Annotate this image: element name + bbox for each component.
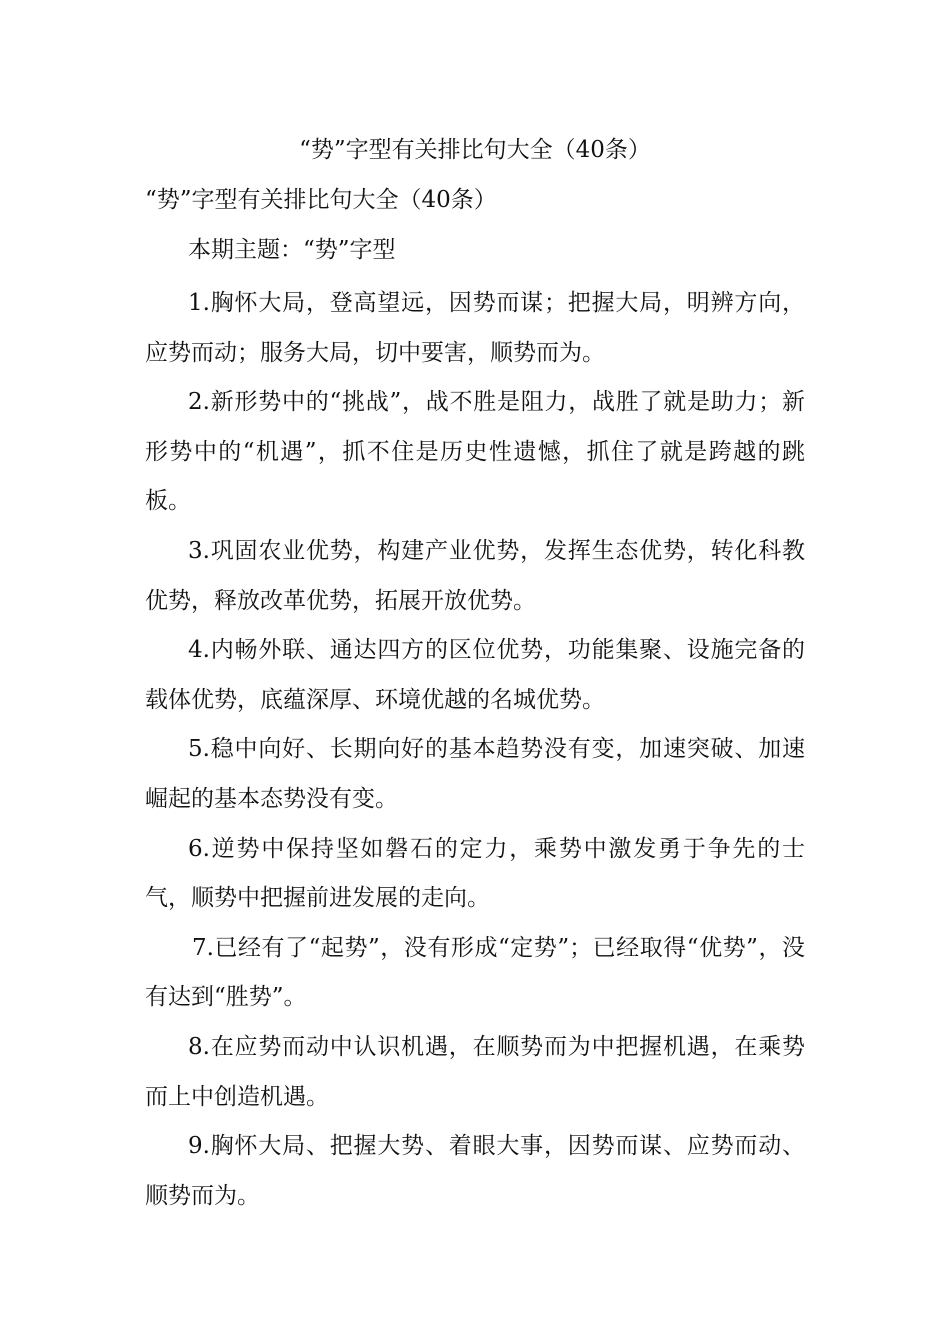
list-item: 4.内畅外联、通达四方的区位优势，功能集聚、设施完备的载体优势，底蕴深厚、环境优越的名城优势。	[145, 637, 805, 713]
list-item: 9.胸怀大局、把握大势、着眼大事，因势而谋、应势而动、顺势而为。	[145, 1133, 805, 1209]
theme-line: 本期主题：“势”字型	[188, 237, 396, 263]
list-item: 5.稳中向好、长期向好的基本趋势没有变，加速突破、加速崛起的基本态势没有变。	[145, 736, 805, 812]
list-item: 8.在应势而动中认识机遇，在顺势而为中把握机遇，在乘势而上中创造机遇。	[145, 1033, 805, 1110]
document-subtitle: “势”字型有关排比句大全（40条）	[145, 187, 497, 213]
list-item: 2.新形势中的“挑战”，战不胜是阻力，战胜了就是助力；新形势中的“机遇”，抓不住是历史性遗憾，抓住了就是跨越的跳板。	[145, 389, 805, 515]
document-title: “势”字型有关排比句大全（40条）	[299, 137, 651, 163]
list-item: 6.逆势中保持坚如磐石的定力，乘势中激发勇于争先的士气，顺势中把握前进发展的走向。	[145, 835, 805, 912]
list-item: 7.已经有了“起势”，没有形成“定势”；已经取得“优势”，没有达到“胜势”。	[145, 934, 805, 1011]
sentence-list	[145, 279, 805, 1221]
list-item: 1.胸怀大局，登高望远，因势而谋；把握大局，明辨方向，应势而动；服务大局，切中要害，顺势而为。	[145, 290, 805, 366]
list-item: 3.巩固农业优势，构建产业优势，发挥生态优势，转化科教优势，释放改革优势，拓展开放优势。	[145, 537, 805, 614]
